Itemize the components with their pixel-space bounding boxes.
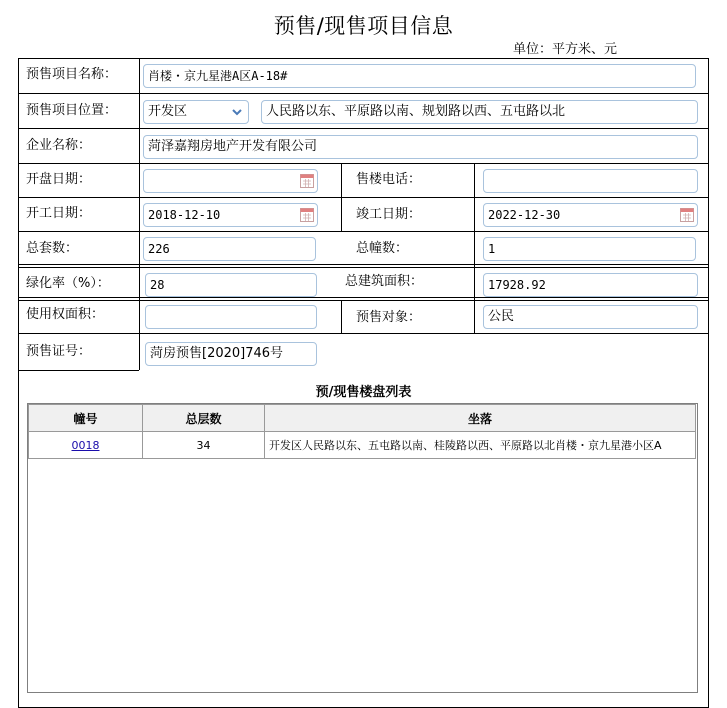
project-name-field[interactable]: 肖楼・京九星港A区A-18# [143, 64, 696, 88]
start-date-label: 开工日期： [26, 206, 92, 221]
land-use-area-field[interactable] [145, 305, 317, 329]
total-area-label: 总建筑面积： [345, 274, 424, 289]
building-no-link[interactable]: 0018 [71, 438, 100, 452]
building-list-grid[interactable] [27, 403, 698, 693]
permit-field[interactable]: 菏房预售[2020]746号 [145, 342, 317, 366]
finish-date-label: 竣工日期： [356, 207, 422, 222]
calendar-icon[interactable] [680, 207, 694, 222]
total-area-field[interactable]: 17928.92 [483, 273, 698, 297]
permit-label: 预售证号： [26, 344, 92, 359]
start-date-field[interactable] [143, 203, 318, 227]
open-date-field[interactable] [143, 169, 318, 193]
start-date-value: 2018-12-10 [148, 208, 221, 222]
chevron-down-icon [230, 104, 244, 120]
finish-date-value: 2022-12-30 [488, 208, 561, 222]
company-field[interactable]: 菏泽嘉翔房地产开发有限公司 [143, 135, 698, 159]
company-label: 企业名称： [26, 138, 92, 153]
column-header-floors[interactable]: 总层数 [143, 405, 265, 432]
project-name-label: 预售项目名称： [26, 67, 118, 82]
location-cell: 开发区人民路以东、五屯路以南、桂陵路以西、平原路以北肖楼・京九星港小区A [265, 432, 696, 459]
sales-phone-field[interactable] [483, 169, 698, 193]
finish-date-field[interactable] [483, 203, 698, 227]
building-list-title: 预/现售楼盘列表 [315, 385, 412, 400]
building-no-cell[interactable] [29, 432, 143, 459]
unit-note: 单位：平方米、元 [513, 42, 618, 57]
calendar-icon[interactable] [300, 207, 314, 222]
column-header-location[interactable]: 坐落 [265, 405, 696, 432]
green-rate-field[interactable]: 28 [145, 273, 317, 297]
total-units-field[interactable]: 226 [143, 237, 316, 261]
presale-target-field[interactable]: 公民 [483, 305, 698, 329]
district-select[interactable] [143, 100, 249, 124]
project-location-label: 预售项目位置： [26, 103, 118, 118]
open-date-label: 开盘日期： [26, 172, 92, 187]
presale-target-label: 预售对象： [356, 310, 422, 325]
building-table [28, 404, 696, 459]
district-select-value: 开发区 [148, 104, 188, 119]
address-field[interactable]: 人民路以东、平原路以南、规划路以西、五屯路以北 [261, 100, 698, 124]
total-buildings-label: 总幢数： [356, 241, 409, 256]
green-rate-label: 绿化率（%）： [26, 276, 110, 291]
total-units-label: 总套数： [26, 241, 79, 256]
column-header-building-no[interactable]: 幢号 [29, 405, 143, 432]
land-use-area-label: 使用权面积： [26, 307, 105, 322]
table-row[interactable] [29, 432, 696, 459]
floors-cell: 34 [143, 432, 265, 459]
page-title: 预售/现售项目信息 [273, 14, 454, 38]
calendar-icon[interactable] [300, 173, 314, 188]
table-header-row [29, 405, 696, 432]
total-buildings-field[interactable]: 1 [483, 237, 696, 261]
sales-phone-label: 售楼电话： [356, 172, 422, 187]
